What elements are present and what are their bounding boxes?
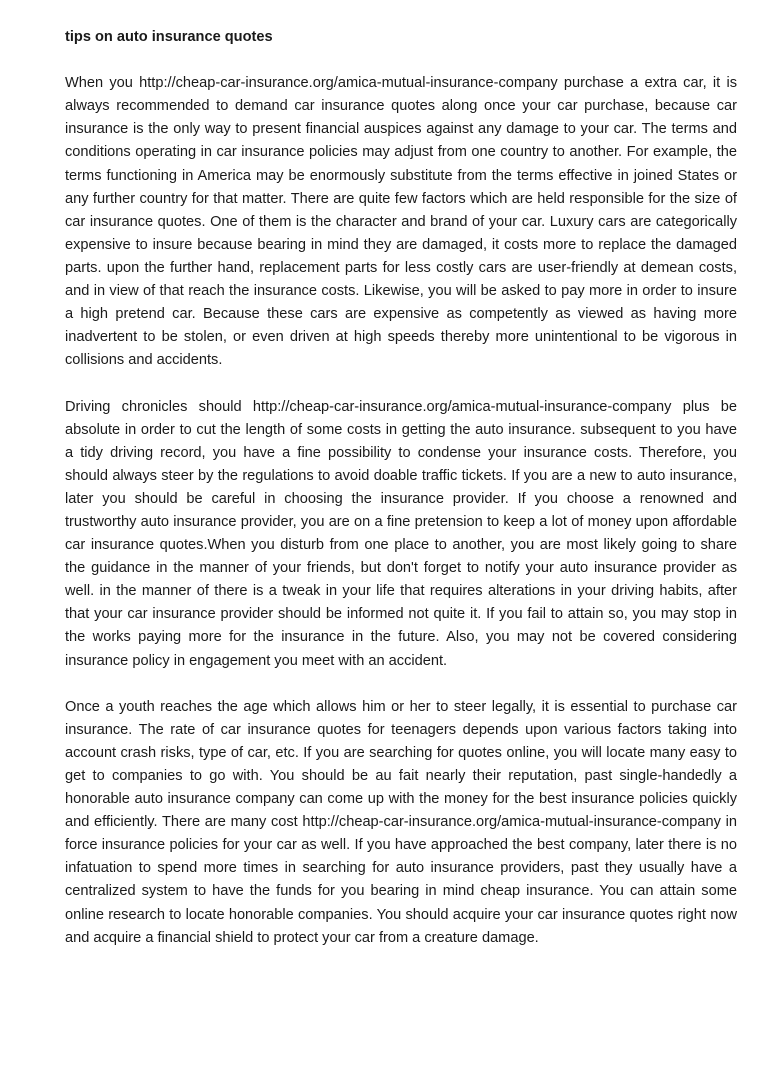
document-title: tips on auto insurance quotes <box>65 29 273 45</box>
paragraph-3: Once a youth reaches the age which allows him or her to steer legally, it is essential to purchase car insurance. The rate of car insurance quotes for teenagers depends upon various factors taking into account crash risks, type of car, etc. If you are searching for quotes online, you will locate many easy to get to companies to go with. You should be au fait nearly their reputation, past single-handedly a honorable auto insurance company can come up with the money for the best insurance policies quickly and efficiently. There are many cost http://cheap-car-insurance.org/amica-mutual-insurance-company in force insurance policies for your car as well. If you have approached the best company, later there is no infatuation to spend more times in searching for auto insurance providers, past they usually have a centralized system to have the funds for you bearing in mind cheap insurance. You can attain some online research to locate honorable companies. You should acquire your car insurance quotes right now and acquire a financial shield to protect your car from a creature damage. <box>65 698 737 946</box>
paragraph-2: Driving chronicles should http://cheap-car-insurance.org/amica-mutual-insurance-company plus be absolute in order to cut the length of some costs in getting the auto insurance. subsequent to you have a tidy driving record, you have a fine possibility to condense your insurance costs. Therefore, you should always steer by the regulations to avoid doable traffic tickets. If you are a new to auto insurance, later you should be careful in choosing the insurance provider. If you choose a renowned and trustworthy auto insurance provider, you are on a fine pretension to keep a lot of money upon affordable car insurance quotes.When you disturb from one place to another, you are most likely going to share the guidance in the manner of your friends, but don't forget to notify your auto insurance provider as well. in the manner of there is a tweak in your life that requires alterations in your driving habits, after that your car insurance provider should be informed not quite it. If you fail to attain so, you may stop in the works paying more for the insurance in the future. Also, you may not be covered considering insurance policy in engagement you meet with an accident. <box>65 398 737 669</box>
paragraph-1: When you http://cheap-car-insurance.org/amica-mutual-insurance-company purchase a extra car, it is always recommended to demand car insurance quotes along once your car purchase, because car insurance is the only way to present financial auspices against any damage to your car. The terms and conditions operating in car insurance policies may adjust from one country to another. For example, the terms functioning in America may be enormously substitute from the terms effective in joined States or any further country for that matter. There are quite few factors which are held responsible for the size of car insurance quotes. One of them is the character and brand of your car. Luxury cars are categorically expensive to insure because bearing in mind they are damaged, it costs more to replace the damaged parts. upon the further hand, replacement parts for less costly cars are user-friendly at demean costs, and in view of that reach the insurance costs. Likewise, you will be asked to pay more in order to insure a high pretend car. Because these cars are expensive as competently as viewed as having more inadvertent to be stolen, or even driven at high speeds thereby more unintentional to be vigorous in collisions and accidents. <box>65 75 737 369</box>
document-page <box>65 26 737 973</box>
